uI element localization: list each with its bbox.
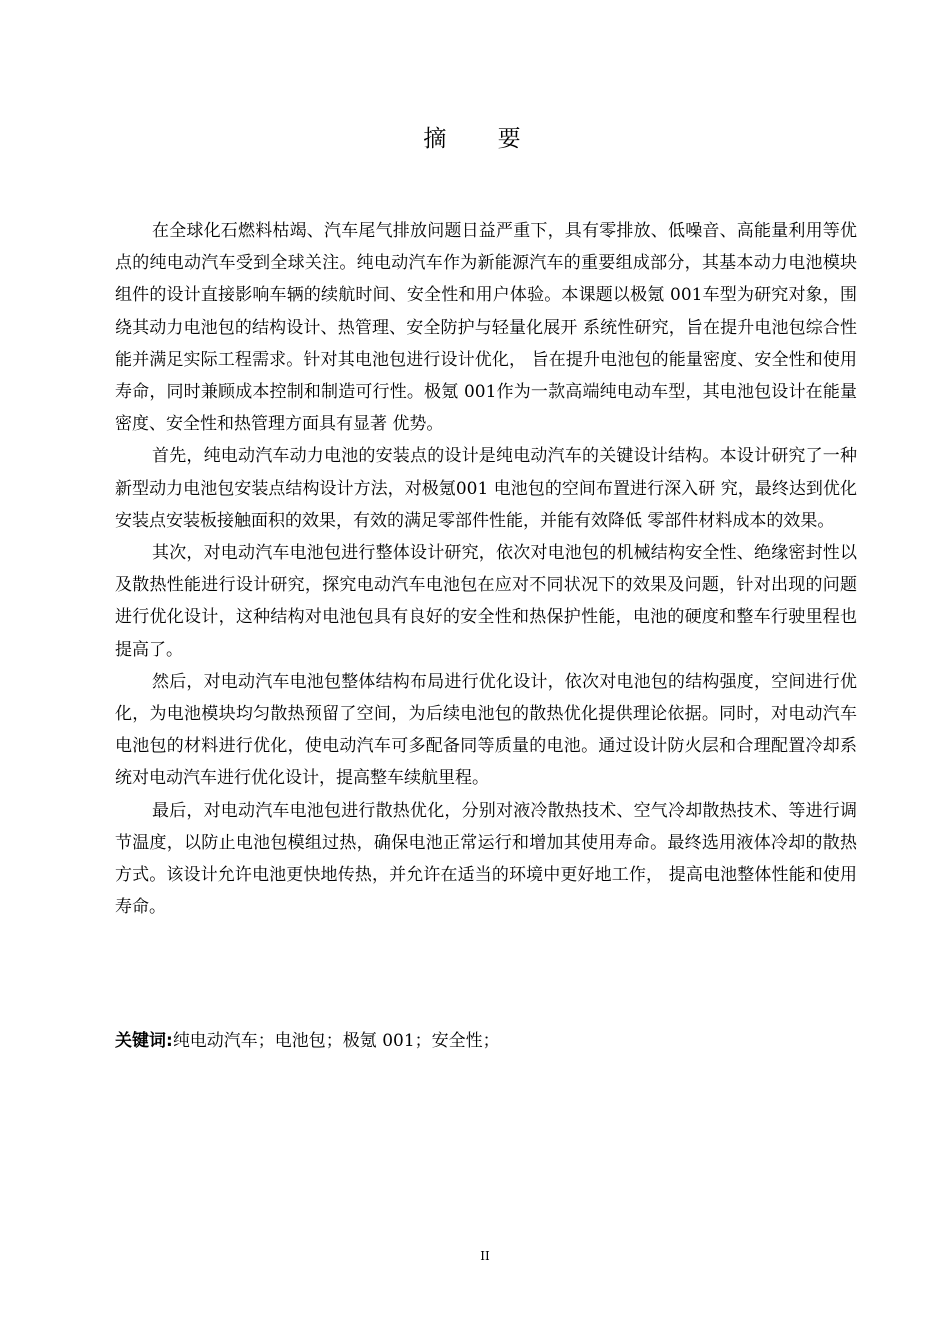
paragraph-5: 最后，对电动汽车电池包进行散热优化，分别对液冷散热技术、空气冷却散热技术、等进行调节温度，以防止电池包模组过热，确保电池正常运行和增加其使用寿命。最终选用液体冷却的散热方式。该设计允许电池更快地传热，并允许在适当的环境中更好地工作， 提高电池整体性能和使用寿命。 <box>115 800 857 918</box>
keywords-line <box>115 1025 857 1057</box>
abstract-body <box>115 215 857 923</box>
paragraph-1: 在全球化石燃料枯竭、汽车尾气排放问题日益严重下，具有零排放、低噪音、高能量利用等优点的纯电动汽车受到全球关注。纯电动汽车作为新能源汽车的重要组成部分，其基本动力电池模块组件的设计直接影响车辆的续航时间、安全性和用户体验。本课题以极氪 001车型为研究对象，围绕其动力电池包的结构设计、热管理、安全防护与轻量化展开 系统性研究，旨在提升电池包综合性能并满足实际工程需求。针对其电池包进行设计优化， 旨在提升电池包的能量密度、安全性和使用寿命，同时兼顾成本控制和制造可行性。极氪 001作为一款高端纯电动车型，其电池包设计在能量密度、安全性和热管理方面具有显著 优势。 <box>115 221 857 435</box>
keywords-label: 关键词: <box>115 1031 173 1051</box>
paragraph-4: 然后，对电动汽车电池包整体结构布局进行优化设计，依次对电池包的结构强度，空间进行优化，为电池模块均匀散热预留了空间，为后续电池包的散热优化提供理论依据。同时，对电动汽车电池包的材料进行优化，使电动汽车可多配备同等质量的电池。通过设计防火层和合理配置冷却系统对电动汽车进行优化设计，提高整车续航里程。 <box>115 671 857 789</box>
keywords-text: 纯电动汽车；电池包；极氪 001；安全性； <box>172 1031 500 1051</box>
page-title: 摘 要 <box>423 126 543 152</box>
paragraph-3: 其次，对电动汽车电池包进行整体设计研究，依次对电池包的机械结构安全性、绝缘密封性以及散热性能进行设计研究，探究电动汽车电池包在应对不同状况下的效果及问题，针对出现的问题进行优化设计，这种结构对电池包具有良好的安全性和热保护性能，电池的硬度和整车行驶里程也提高了。 <box>115 543 857 660</box>
paragraph-2: 首先，纯电动汽车动力电池的安装点的设计是纯电动汽车的关键设计结构。本设计研究了一种新型动力电池包安装点结构设计方法，对极氪001 电池包的空间布置进行深入研 究，最终达到优化安装点安装板接触面积的效果，有效的满足零部件性能，并能有效降低 零部件材料成本的效果。 <box>115 446 857 531</box>
page-number: II <box>480 1249 490 1263</box>
